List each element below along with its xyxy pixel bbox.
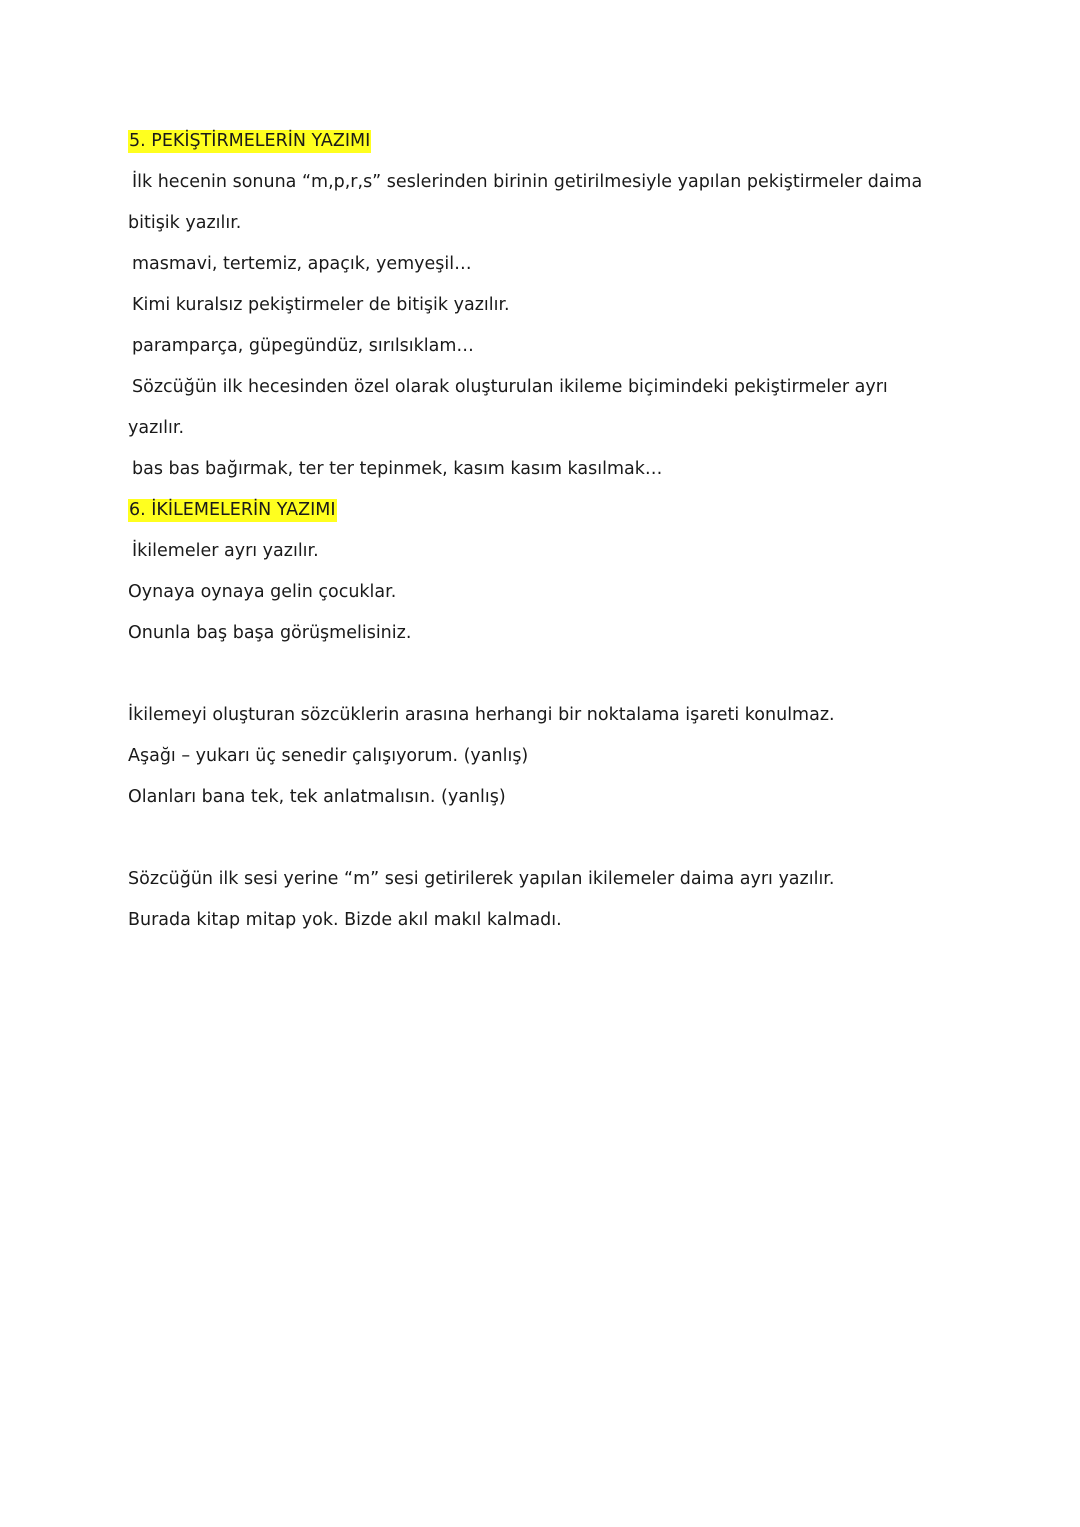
- document-body: [128, 128, 948, 948]
- paragraph-line: bitişik yazılır.: [128, 213, 242, 233]
- paragraph-line: İkilemeyi oluşturan sözcüklerin arasına herhangi bir noktalama işareti konulmaz.: [128, 705, 835, 725]
- example-line: Aşağı – yukarı üç senedir çalışıyorum. (yanlış): [128, 746, 529, 766]
- paragraph-line: Sözcüğün ilk sesi yerine “m” sesi getirilerek yapılan ikilemeler daima ayrı yazılır.: [128, 869, 835, 889]
- paragraph-line: Kimi kuralsız pekiştirmeler de bitişik yazılır.: [132, 295, 510, 315]
- example-line: masmavi, tertemiz, apaçık, yemyeşil…: [132, 254, 472, 274]
- example-line: paramparça, güpegündüz, sırılsıklam…: [132, 336, 474, 356]
- paragraph-line: yazılır.: [128, 418, 185, 438]
- example-line: Onunla baş başa görüşmelisiniz.: [128, 623, 412, 643]
- example-line: Burada kitap mitap yok. Bizde akıl makıl kalmadı.: [128, 910, 562, 930]
- paragraph-line: Sözcüğün ilk hecesinden özel olarak oluşturulan ikileme biçimindeki pekiştirmeler ayrı: [132, 377, 888, 397]
- blank-line: [128, 825, 948, 866]
- example-line: Olanları bana tek, tek anlatmalısın. (yanlış): [128, 787, 506, 807]
- section-6-heading-text: 6. İKİLEMELERİN YAZIMI: [129, 500, 336, 520]
- section-5-heading: [128, 128, 948, 169]
- paragraph-line: İkilemeler ayrı yazılır.: [132, 541, 319, 561]
- paragraph-line: İlk hecenin sonuna “m,p,r,s” seslerinden birinin getirilmesiyle yapılan pekiştirmeler daima: [132, 172, 923, 192]
- example-line: Oynaya oynaya gelin çocuklar.: [128, 582, 397, 602]
- example-line: bas bas bağırmak, ter ter tepinmek, kasım kasım kasılmak…: [132, 459, 663, 479]
- blank-line: [128, 661, 948, 702]
- section-5-heading-text: 5. PEKİŞTİRMELERİN YAZIMI: [129, 131, 371, 151]
- section-6-heading: [128, 497, 948, 538]
